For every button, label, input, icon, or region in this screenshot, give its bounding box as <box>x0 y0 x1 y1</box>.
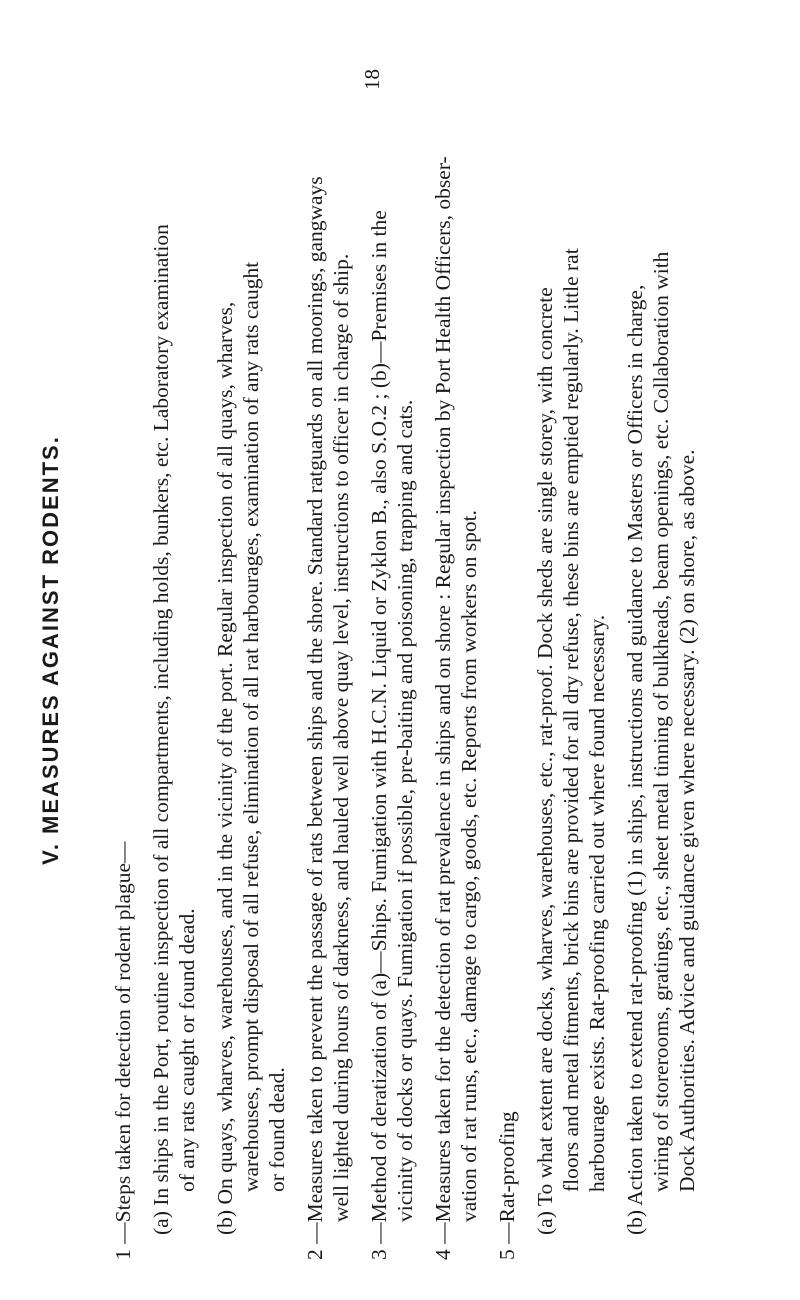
section-heading: V. MEASURES AGAINST RODENTS. <box>38 435 63 865</box>
step-5a-line-1: (a) To what extent are docks, wharves, warehouses, etc., rat-proof. Dock sheds are single storey, with concrete <box>533 287 557 1235</box>
step-5a-line-3: harbourage exists. Rat-proofing carried out where found necessary. <box>585 614 609 1192</box>
step-3-line-1: 3 —Method of deratization of (a)—Ships. Fumigation with H.C.N. Liquid or Zyklon B., also S.O.2 ; (b)—Premises in the <box>367 210 391 1260</box>
step-2-line-2: well lighted during hours of darkness, and hauled well above quay level, instructions to officer in charge of ship. <box>329 253 353 1222</box>
step-1b-line-2: warehouses, prompt disposal of all refuse, elimination of all rat harbourages, examination of any rats caught <box>239 261 263 1192</box>
step-4-line-2: vation of rat runs, etc., damage to cargo, goods, etc. Reports from workers on spot. <box>457 510 481 1222</box>
page-number: 18 <box>360 69 384 90</box>
step-1-title: 1 —Steps taken for detection of rodent plague— <box>111 841 135 1260</box>
step-2-line-1: 2 —Measures taken to prevent the passage of rats between ships and the shore. Standard ratguards on all moorings, gangways <box>303 176 327 1260</box>
step-3-line-2: vicinity of docks or quays. Fumigation if possible, pre-baiting and poisoning, trapping and cats. <box>393 399 417 1222</box>
step-5-title: 5 —Rat-proofing <box>495 1111 519 1260</box>
step-1a-line-1: (a) In ships in the Port, routine inspection of all compartments, including holds, bunkers, etc. Laboratory examination <box>149 224 173 1235</box>
step-5b-line-1: (b) Action taken to extend rat-proofing (1) in ships, instructions and guidance to Masters or Officers in charge, <box>623 284 647 1235</box>
step-1a-line-2: of any rats caught or found dead. <box>175 908 199 1192</box>
step-5a-line-2: floors and metal fitments, brick bins are provided for all dry refuse, these bins are emptied regularly. Little rat <box>559 248 583 1192</box>
step-5b-line-2: wiring of storerooms, gratings, etc., sheet metal tinning of bulkheads, beam openings, etc. Collaboration with <box>649 251 673 1192</box>
step-5b-line-3: Dock Authorities. Advice and guidance given where necessary. (2) on shore, as above. <box>675 449 699 1192</box>
step-1b-line-3: or found dead. <box>265 1067 289 1192</box>
step-4-line-1: 4 —Measures taken for the detection of rat prevalence in ships and on shore : Regular inspection by Port Health Officers, obser- <box>431 156 455 1260</box>
step-1b-line-1: (b) On quays, wharves, warehouses, and in the vicinity of the port. Regular inspection of all quays, wharves, <box>213 301 237 1235</box>
